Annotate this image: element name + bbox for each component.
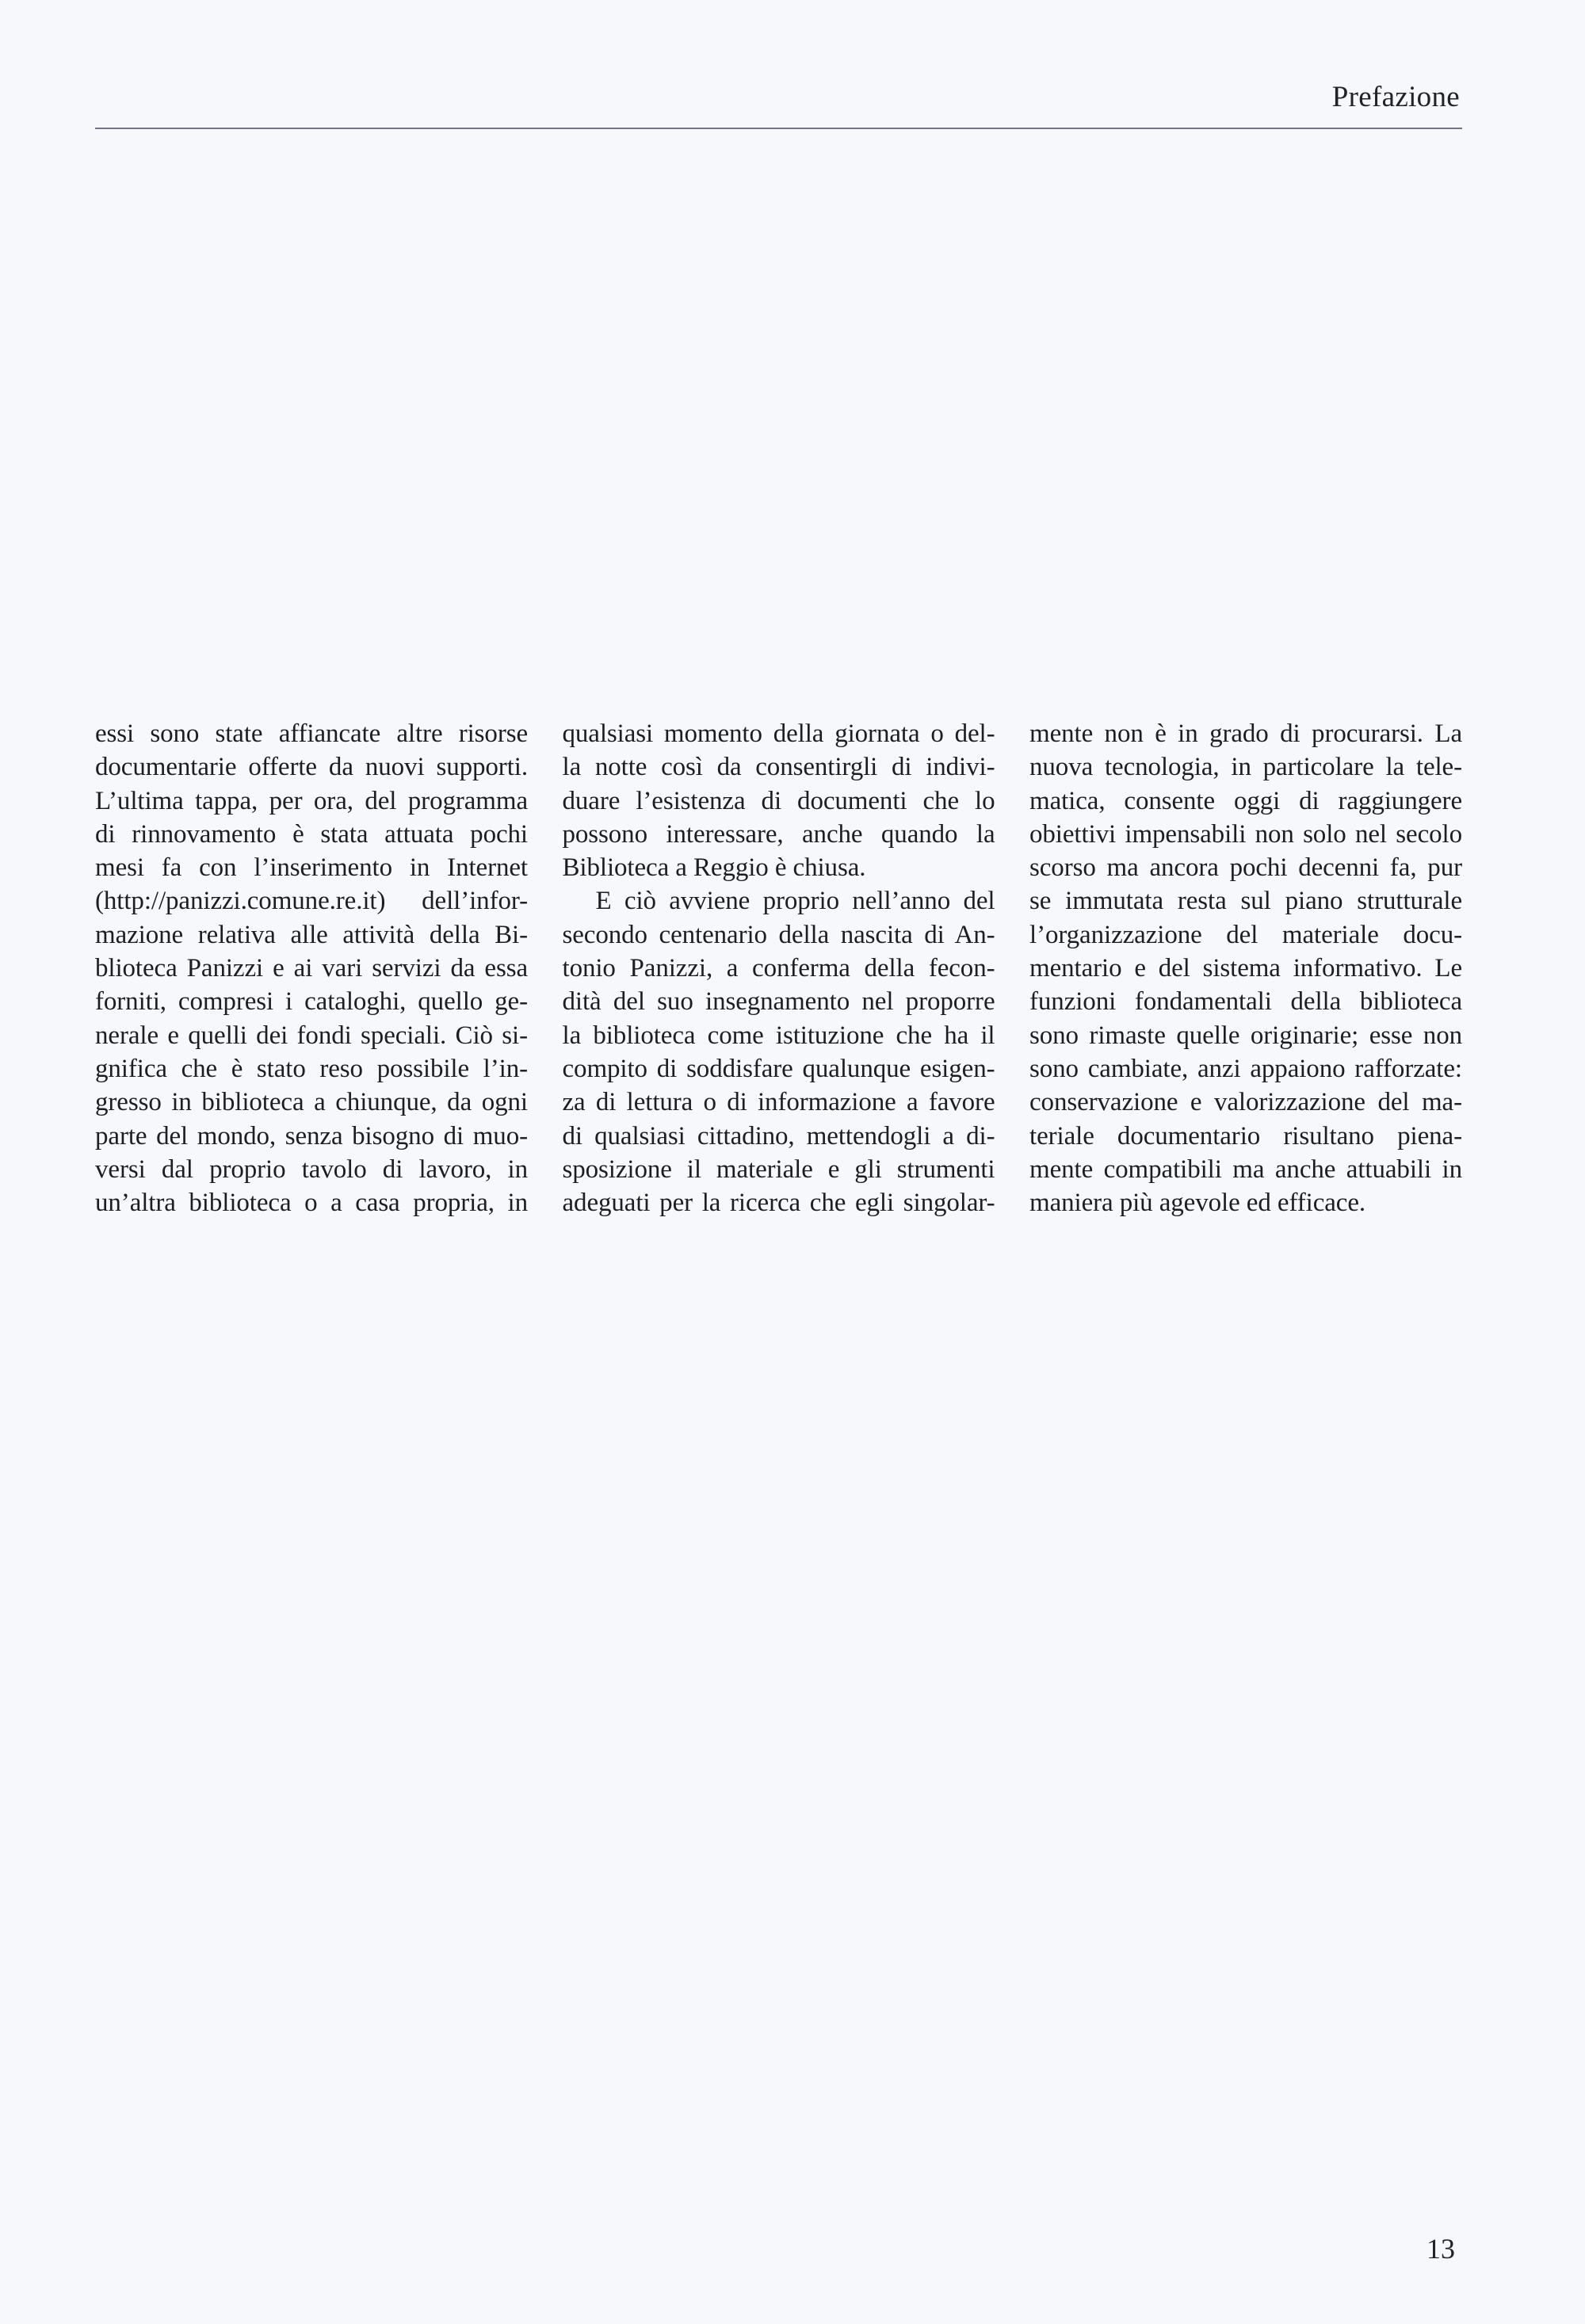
text-line: parte del mondo, senza bisogno di muo- [95,1121,528,1151]
paragraph-end-line: maniera più agevole ed efficace. [1029,1189,1366,1218]
text-line: qualsiasi momento della giornata o del- [562,719,995,748]
text-line: obiettivi impensabili non solo nel secolo [1029,819,1462,849]
text-line: blioteca Panizzi e ai vari servizi da essa [95,954,528,983]
text-line: mazione relativa alle attività della Bi- [95,920,528,949]
text-line: gresso in biblioteca a chiunque, da ogni [95,1088,528,1117]
text-line: la notte così da consentirgli di indivi- [562,753,995,782]
text-line: forniti, compresi i cataloghi, quello ge- [95,987,528,1017]
column-1 [95,717,528,1219]
text-line: nerale e quelli dei fondi speciali. Ciò si- [95,1021,528,1050]
text-line: secondo centenario della nascita di An- [562,920,995,949]
running-header: Prefazione [1331,81,1460,113]
text-line: funzioni fondamentali della biblioteca [1029,987,1462,1017]
column-3 [1029,717,1462,1219]
text-line: mesi fa con l’inserimento in Internet [95,853,528,883]
paragraph-start-line: E ciò avviene proprio nell’anno del [595,887,995,916]
text-line: gnifica che è stato reso possibile l’in- [95,1054,528,1083]
text-line: scorso ma ancora pochi decenni fa, pur [1029,853,1462,883]
text-line: essi sono state affiancate altre risorse [95,719,528,748]
text-line: za di lettura o di informazione a favore [562,1088,995,1117]
text-line: teriale documentario risultano piena- [1029,1121,1462,1151]
text-line: possono interessare, anche quando la [562,819,995,849]
text-line: dità del suo insegnamento nel proporre [562,987,995,1017]
text-line: documentarie offerte da nuovi supporti. [95,753,528,782]
text-line: adeguati per la ricerca che egli singolar- [562,1189,995,1218]
header-rule [95,128,1462,129]
text-line: conservazione e valorizzazione del ma- [1029,1088,1462,1117]
text-line: mentario e del sistema informativo. Le [1029,954,1462,983]
text-line: compito di soddisfare qualunque esigen- [562,1054,995,1083]
text-line: sposizione il materiale e gli strumenti [562,1154,995,1184]
text-line: duare l’esistenza di documenti che lo [562,786,995,815]
text-line: mente non è in grado di procurarsi. La [1029,719,1462,748]
column-2 [563,717,995,1219]
text-line: di qualsiasi cittadino, mettendogli a di- [562,1121,995,1151]
text-line: se immutata resta sul piano strutturale [1029,887,1462,916]
page-number: 13 [1426,2233,1455,2265]
paragraph-end-line: Biblioteca a Reggio è chiusa. [562,853,866,883]
text-line: sono rimaste quelle originarie; esse non [1029,1021,1462,1050]
text-line: nuova tecnologia, in particolare la tele- [1029,753,1462,782]
text-line: matica, consente oggi di raggiungere [1029,786,1462,815]
text-line: (http://panizzi.comune.re.it) dell’infor- [95,887,528,916]
body-columns [95,717,1462,1219]
text-line: di rinnovamento è stata attuata pochi [95,819,528,849]
text-line: mente compatibili ma anche attuabili in [1029,1154,1462,1184]
text-line: versi dal proprio tavolo di lavoro, in [95,1154,528,1184]
text-line: sono cambiate, anzi appaiono rafforzate: [1029,1054,1462,1083]
text-line: l’organizzazione del materiale docu- [1029,920,1462,949]
text-line: tonio Panizzi, a conferma della fecon- [562,954,995,983]
text-line: L’ultima tappa, per ora, del programma [95,786,528,815]
text-line: un’altra biblioteca o a casa propria, in [95,1189,528,1218]
text-line: la biblioteca come istituzione che ha il [562,1021,995,1050]
